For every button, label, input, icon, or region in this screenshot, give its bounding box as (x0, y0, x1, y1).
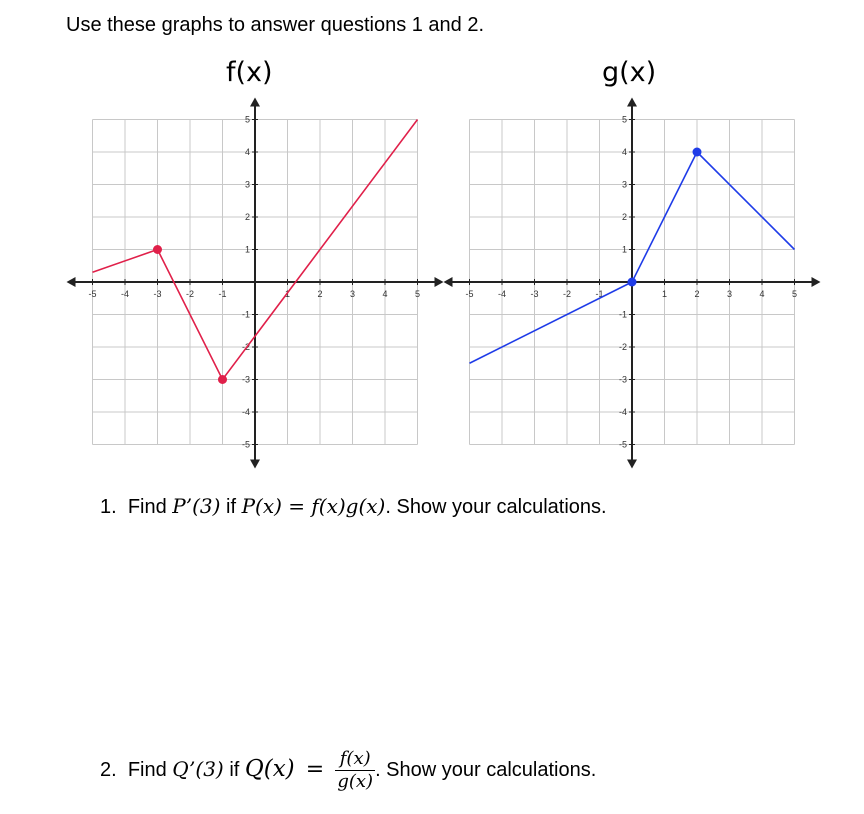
g-y-tick-label: -3 (618, 374, 627, 385)
g-x-tick-label: -5 (465, 289, 474, 299)
g-point-dot (693, 148, 702, 157)
f-y-arrow-down (250, 460, 260, 469)
fraction-denominator: g(x) (337, 771, 374, 792)
f-y-tick-label: 1 (244, 244, 250, 255)
f-x-tick-label: -4 (120, 289, 130, 299)
question-1-prefix: Find (127, 496, 167, 518)
g-x-tick-label: 2 (694, 289, 700, 299)
instructions-text: Use these graphs to answer questions 1 and 2. (66, 14, 485, 36)
question-1-if: if (226, 496, 236, 518)
f-y-tick-label: 5 (244, 114, 250, 125)
question-1-definition: P(x) = f(x)g(x) (241, 494, 386, 518)
g-y-tick-label: 2 (621, 212, 627, 222)
question-2-target: Q’(3) (172, 756, 224, 781)
f-x-tick-label: 2 (317, 289, 323, 299)
graph-g-title: g(x) (602, 57, 657, 88)
f-x-tick-label: 1 (284, 289, 291, 299)
g-x-tick-label: -3 (530, 289, 539, 299)
graph-g (452, 98, 812, 468)
question-2-suffix: . Show your calculations. (375, 758, 597, 781)
question-2-prefix: Find (127, 758, 167, 781)
g-y-arrow-down (627, 460, 637, 469)
f-y-tick-label: -5 (241, 439, 250, 450)
f-point-dot (218, 375, 227, 384)
g-x-tick-label: 5 (791, 289, 798, 299)
graph-f-title: f(x) (226, 57, 273, 88)
question-1 (100, 494, 607, 519)
question-2-equals: = (305, 756, 325, 782)
f-x-arrow-left (67, 277, 76, 287)
f-x-tick-label: 4 (382, 289, 388, 299)
fraction-numerator: f(x) (335, 748, 375, 771)
g-y-tick-label: -5 (618, 439, 627, 450)
f-x-tick-label: -3 (153, 289, 162, 299)
f-y-tick-label: 4 (244, 147, 250, 157)
question-2-lhs: Q(x) (244, 755, 295, 782)
question-2-number: 2. (100, 758, 117, 781)
f-x-tick-label: 5 (414, 289, 421, 299)
g-x-tick-label: -1 (595, 289, 604, 299)
f-x-tick-label: 3 (349, 289, 356, 299)
question-1-suffix: . Show your calculations. (385, 496, 607, 518)
f-x-tick-label: -2 (185, 289, 195, 299)
g-x-arrow-right (812, 277, 821, 287)
f-x-tick-label: -1 (218, 289, 227, 299)
f-y-tick-label: 2 (244, 212, 250, 222)
f-point-dot (153, 245, 162, 254)
f-y-tick-label: -1 (241, 309, 250, 320)
f-x-tick-label: -5 (88, 289, 97, 299)
g-x-tick-label: -2 (562, 289, 572, 299)
g-x-tick-label: 1 (661, 289, 668, 299)
f-y-tick-label: -3 (241, 374, 250, 385)
question-1-target: P’(3) (172, 494, 221, 518)
f-y-tick-label: 3 (244, 179, 250, 190)
question-1-number: 1. (100, 496, 117, 518)
question-2-fraction (335, 748, 375, 793)
g-y-arrow-up (627, 98, 637, 107)
f-y-arrow-up (250, 98, 260, 107)
g-x-tick-label: 3 (726, 289, 733, 299)
f-x-arrow-right (435, 277, 444, 287)
g-x-tick-label: 4 (759, 289, 765, 299)
g-point-dot (628, 278, 637, 287)
g-y-tick-label: -4 (618, 407, 627, 417)
g-x-tick-label: -4 (497, 289, 507, 299)
g-y-tick-label: 3 (621, 179, 627, 190)
g-y-tick-label: 1 (621, 244, 627, 255)
g-x-arrow-left (444, 277, 453, 287)
g-y-tick-label: 5 (621, 114, 627, 125)
question-2-if: if (229, 758, 240, 781)
graph-f (75, 98, 425, 468)
g-y-tick-label: 4 (621, 147, 627, 157)
question-2 (100, 748, 596, 793)
g-y-tick-label: -1 (618, 309, 627, 320)
f-y-tick-label: -4 (241, 407, 250, 417)
g-y-tick-label: -2 (618, 342, 627, 352)
f-y-tick-label: -2 (241, 342, 250, 352)
